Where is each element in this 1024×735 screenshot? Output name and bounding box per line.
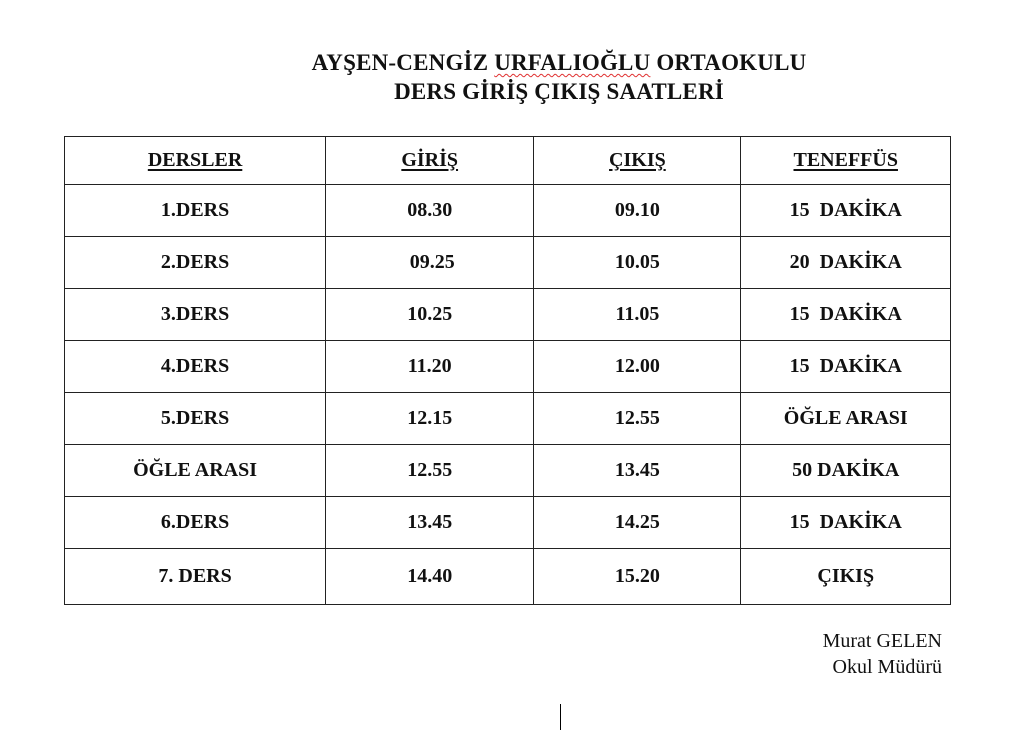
table-cell[interactable]: 12.15 (326, 393, 534, 445)
table-cell[interactable]: ÖĞLE ARASI (65, 445, 326, 497)
table-row (65, 185, 951, 237)
table-cell[interactable]: 50 DAKİKA (741, 445, 951, 497)
table-cell[interactable]: 11.20 (326, 341, 534, 393)
header-cell-giris[interactable]: GİRİŞ (326, 137, 534, 185)
table-row (65, 497, 951, 549)
table-cell[interactable]: 5.DERS (65, 393, 326, 445)
table-row (65, 289, 951, 341)
title-line-1-suffix: ORTAOKULU (650, 50, 807, 75)
table-cell[interactable]: 2.DERS (65, 237, 326, 289)
table-cell[interactable]: ÖĞLE ARASI (741, 393, 951, 445)
table-cell[interactable]: 1.DERS (65, 185, 326, 237)
table-cell[interactable]: 15 DAKİKA (741, 497, 951, 549)
signature-name: Murat GELEN (822, 630, 942, 652)
table-cell[interactable]: 7. DERS (65, 549, 326, 605)
table-row (65, 549, 951, 605)
table-cell[interactable]: 13.45 (326, 497, 534, 549)
signature-block (823, 628, 942, 680)
table-cell[interactable]: 20 DAKİKA (741, 237, 951, 289)
schedule-table (64, 136, 951, 605)
table-row (65, 393, 951, 445)
table-cell[interactable]: 11.05 (534, 289, 741, 341)
header-cell-teneffus[interactable]: TENEFFÜS (741, 137, 951, 185)
header-cell-cikis[interactable]: ÇIKIŞ (534, 137, 741, 185)
table-cell[interactable]: 15.20 (534, 549, 741, 605)
signature-role: Okul Müdürü (832, 656, 942, 678)
table-cell[interactable]: 09.10 (534, 185, 741, 237)
table-cell[interactable]: 4.DERS (65, 341, 326, 393)
table-cell[interactable]: 09.25 (326, 237, 534, 289)
table-cell[interactable]: 6.DERS (65, 497, 326, 549)
table-cell[interactable]: 10.25 (326, 289, 534, 341)
table-cell[interactable]: 15 DAKİKA (741, 185, 951, 237)
table-cell[interactable]: 15 DAKİKA (741, 341, 951, 393)
table-cell[interactable]: 15 DAKİKA (741, 289, 951, 341)
text-cursor (560, 704, 561, 730)
table-cell[interactable]: 14.25 (534, 497, 741, 549)
table-row (65, 341, 951, 393)
title-line-1 (0, 48, 1024, 77)
table-cell[interactable]: 14.40 (326, 549, 534, 605)
spellcheck-flagged-word[interactable]: URFALIOĞLU (494, 50, 651, 75)
table-row (65, 445, 951, 497)
table-row (65, 237, 951, 289)
title-line-1-prefix: AYŞEN-CENGİZ (311, 50, 495, 75)
table-cell[interactable]: 12.55 (534, 393, 741, 445)
header-cell-dersler[interactable]: DERSLER (65, 137, 326, 185)
table-cell[interactable]: 13.45 (534, 445, 741, 497)
table-cell[interactable]: ÇIKIŞ (741, 549, 951, 605)
table-cell[interactable]: 10.05 (534, 237, 741, 289)
document-title (0, 48, 1024, 106)
table-header-row (65, 137, 951, 185)
title-line-2: DERS GİRİŞ ÇIKIŞ SAATLERİ (394, 79, 724, 104)
table-cell[interactable]: 12.00 (534, 341, 741, 393)
table-cell[interactable]: 12.55 (326, 445, 534, 497)
table-cell[interactable]: 08.30 (326, 185, 534, 237)
table-cell[interactable]: 3.DERS (65, 289, 326, 341)
